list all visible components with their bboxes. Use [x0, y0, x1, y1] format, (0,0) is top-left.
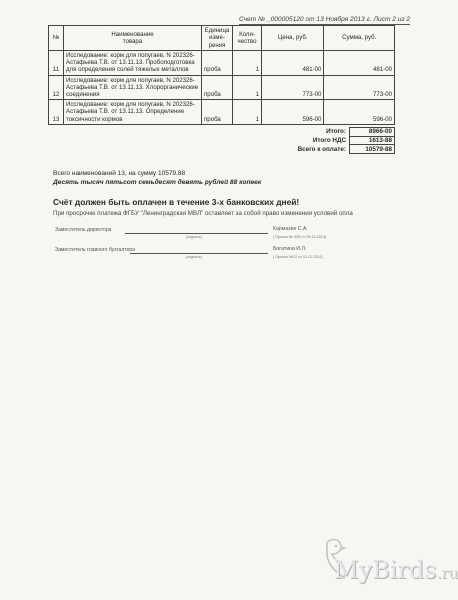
watermark-suffix: .ru [436, 564, 458, 582]
row-price: 596-00 [262, 100, 324, 125]
totals-block [296, 127, 395, 154]
items-count-line: Всего наименований 13, на сумму 10579.88 [53, 170, 186, 177]
signature-line [125, 233, 268, 234]
invoice-header: Счет № _000005120 от 13 Ноября 2013 г. Лист 2 из 2 [239, 16, 410, 23]
payable-value: 10579-88 [350, 145, 395, 154]
row-sum: 481-00 [324, 51, 395, 76]
row-item-name: Исследование: корм для попугаев, N 202326-Астафьева Т.В. от 13.11.13. Пробоподготовка для определения солей тяжелых металлов [64, 51, 202, 76]
payable-label: Всего к оплате: [297, 145, 346, 153]
late-payment-warning: При просрочке платежа ФГБУ "Ленинградская МВЛ" оставляет за собой право изменения условий опла [53, 210, 353, 217]
row-item-name: Исследование: корм для попугаев, N 202326-Астафьева Т.В. от 13.11.13. Определение токсичности кормов [64, 100, 202, 125]
vat-row [296, 136, 395, 145]
row-unit: проба [202, 75, 233, 100]
table-row [49, 51, 395, 76]
signature-caption: (подпись) [186, 235, 202, 239]
col-name-header: Наименование товара [64, 26, 202, 51]
row-item-name: Исследование: корм для попугаев, N 202326-Астафьева Т.В. от 13.11.13. Хлорорганические соединения [64, 75, 202, 100]
watermark-text: MyBirds [334, 556, 437, 584]
table-header-row [49, 26, 395, 51]
signature-line [130, 253, 268, 254]
director-deputy-label: Заместитель директора [55, 227, 112, 233]
row-quantity: 1 [233, 100, 262, 125]
vat-label: Итого НДС [312, 137, 346, 145]
director-deputy-order: ( Приказ № 435 от 05.11.2013) [273, 235, 327, 239]
col-sum-header: Сумма, руб. [324, 26, 395, 51]
payable-row [296, 145, 395, 154]
row-unit: проба [202, 100, 233, 125]
row-number: 13 [49, 100, 64, 125]
total-label: Итого: [326, 128, 346, 136]
row-price: 773-00 [262, 75, 324, 100]
col-number-header: № [49, 26, 64, 51]
director-deputy-name: Кармазин С.А. [273, 226, 308, 232]
col-unit-header: Единица изме- рения [202, 26, 233, 51]
col-qty-header: Коли- чество [233, 26, 262, 51]
total-row [296, 128, 395, 137]
vat-value: 1613-88 [350, 136, 395, 145]
row-number: 12 [49, 75, 64, 100]
row-sum: 596-00 [324, 100, 395, 125]
accountant-deputy-order: ( Приказ №12 от 01.02.2011) [273, 255, 324, 259]
total-value: 8966-00 [350, 128, 395, 137]
col-price-header: Цена, руб. [262, 26, 324, 51]
row-unit: проба [202, 51, 233, 76]
amount-in-words: Десять тысяч пятьсот семьдесят девять рублей 88 копеек [53, 179, 262, 186]
row-number: 11 [49, 51, 64, 76]
table-row [49, 100, 395, 125]
row-sum: 773-00 [324, 75, 395, 100]
accountant-deputy-label: Заместитель главного бухгалтера [55, 247, 136, 253]
accountant-deputy-name: Богатина И.Л. [273, 246, 307, 252]
row-price: 481-00 [262, 51, 324, 76]
signature-caption: (подпись) [186, 255, 202, 259]
payment-deadline-notice: Счёт должен быть оплачен в течение 3-х банковских дней! [53, 197, 300, 207]
items-table [48, 25, 395, 125]
table-row [49, 75, 395, 100]
watermark-logo [334, 556, 458, 584]
row-quantity: 1 [233, 51, 262, 76]
row-quantity: 1 [233, 75, 262, 100]
